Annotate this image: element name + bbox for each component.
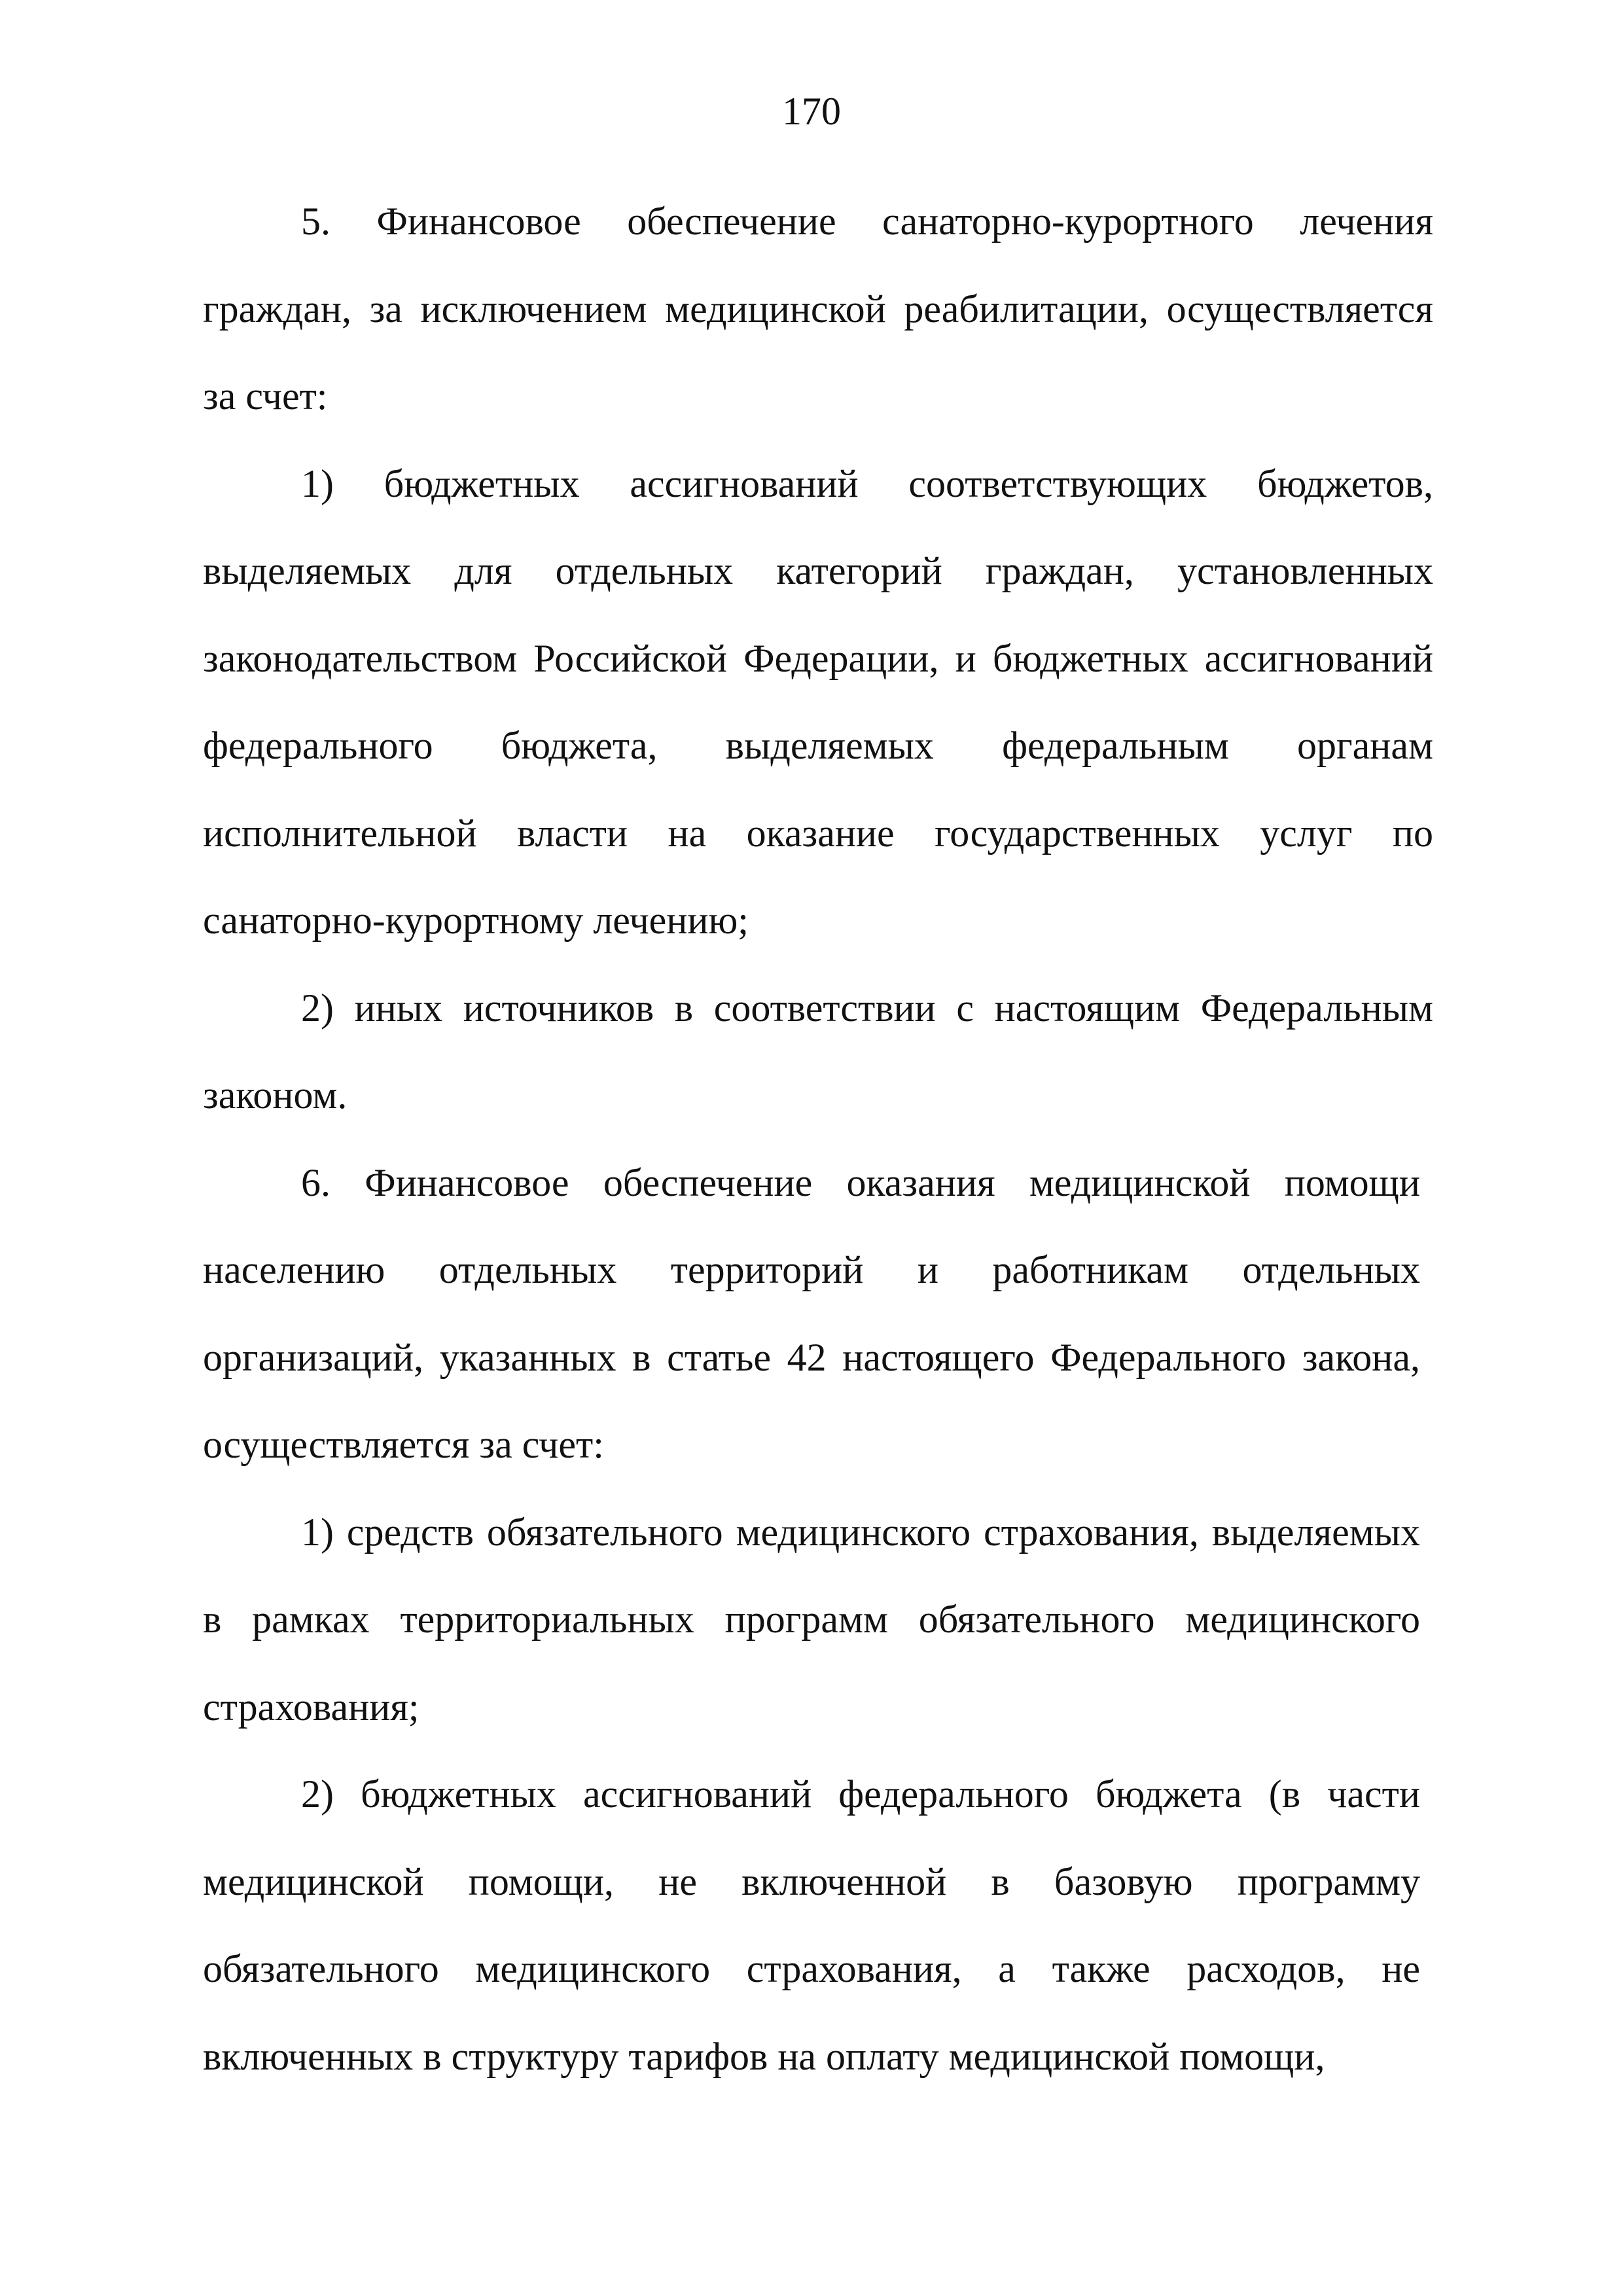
page-number: 170 (782, 90, 841, 133)
paragraph-5-item-1-budget-allocations: 1) бюджетных ассигнований соответствующих бюджетов, выделяемых для отдельных категорий граждан, установленных законодательством Российской Федерации, и бюджетных ассигнований федерального бюджета, выделяемых федеральным органам исполнительной власти на оказание государственных услуг по санаторно-курортному лечению; (203, 461, 1433, 942)
paragraph-5-item-2-other-sources: 2) иных источников в соответствии с настоящим Федеральным законом. (203, 986, 1433, 1117)
paragraph-6-item-2-federal-budget: 2) бюджетных ассигнований федерального бюджета (в части медицинской помощи, не включенной в базовую программу обязательного медицинского страхования, а также расходов, не включенных в структуру тарифов на оплату медицинской помощи, (203, 1772, 1420, 2078)
paragraph-6-territories-financing: 6. Финансовое обеспечение оказания медицинской помощи населению отдельных территорий и работникам отдельных организаций, указанных в статье 42 настоящего Федерального закона, осуществляется за счет: (203, 1160, 1420, 1466)
paragraph-5-sanatorium-financing: 5. Финансовое обеспечение санаторно-курортного лечения граждан, за исключением медицинской реабилитации, осуществляется за счет: (203, 200, 1433, 418)
document-body (203, 178, 1433, 2100)
paragraph-6-item-1-oms-funds: 1) средств обязательного медицинского страхования, выделяемых в рамках территориальных программ обязательного медицинского страхования; (203, 1510, 1420, 1729)
